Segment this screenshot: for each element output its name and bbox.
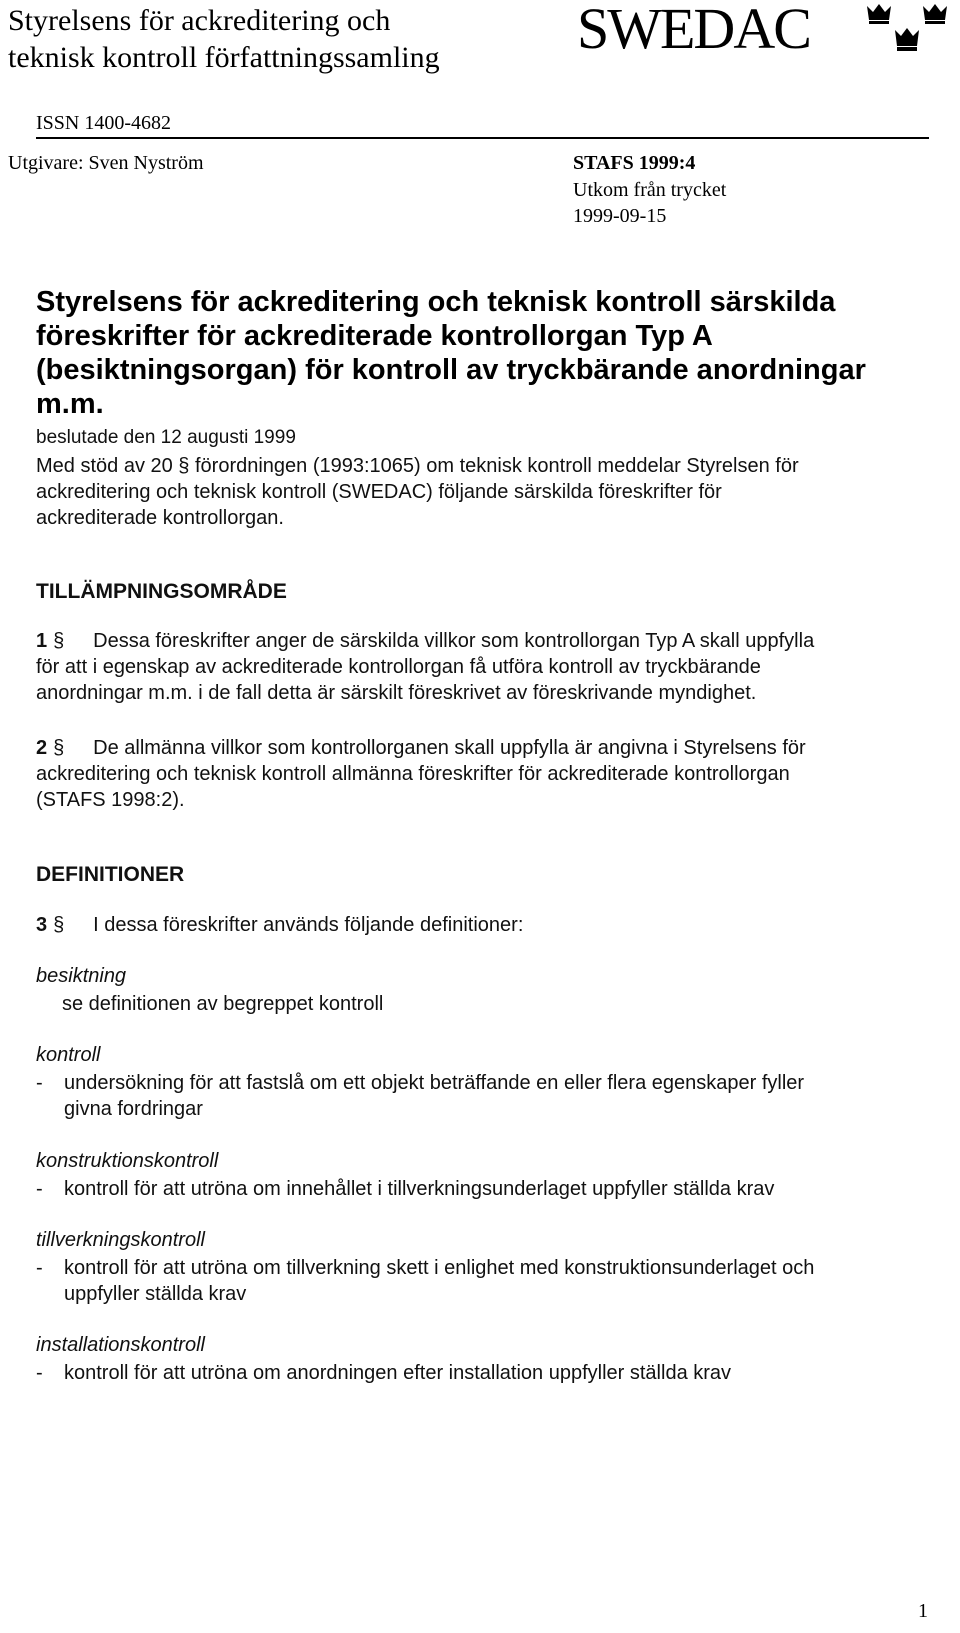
section-1-line2: för att i egenskap av ackrediterade kontrollorgan få utföra kontroll av tryckbärande — [36, 656, 761, 678]
definition-line2: uppfyller ställda krav — [64, 1283, 247, 1305]
document-id: STAFS 1999:4 — [573, 152, 696, 174]
heading-definitions: DEFINITIONER — [36, 863, 185, 886]
publisher: Utgivare: Sven Nyström — [8, 152, 204, 174]
definition-line1: kontroll för att utröna om tillverkning skett i enlighet med konstruktionsunderlaget och — [64, 1257, 815, 1279]
section-1-line3: anordningar m.m. i de fall detta är särskilt föreskrivet av föreskrivande myndighet. — [36, 682, 757, 704]
title-line1: Styrelsens för ackreditering och teknisk kontroll särskilda — [36, 286, 836, 318]
section-3-text: I dessa föreskrifter används följande definitioner: — [93, 914, 524, 936]
definition-konstruktionskontroll — [0, 1176, 960, 1202]
section-1-number: 1 — [36, 630, 48, 652]
definition-line1: undersökning för att fastslå om ett objekt beträffande en eller flera egenskaper fyller — [64, 1072, 805, 1094]
intro-paragraph — [36, 453, 926, 531]
definition-dash: - — [36, 1362, 43, 1384]
intro-line1: Med stöd av 20 § förordningen (1993:1065) om teknisk kontroll meddelar Styrelsen för — [36, 455, 799, 477]
page-number: 1 — [918, 1600, 928, 1622]
logo-text: SWEDAC — [577, 0, 810, 61]
decision-date: beslutade den 12 augusti 1999 — [36, 427, 296, 448]
definition-besiktning — [0, 991, 960, 1017]
series-title — [8, 2, 440, 76]
section-sign-icon: § — [53, 630, 65, 652]
three-crowns-icon — [863, 4, 955, 54]
title-line3: (besiktningsorgan) för kontroll av tryckbärande anordningar m.m. — [36, 354, 866, 420]
title-line2: föreskrifter för ackrediterade kontrollorgan Typ A — [36, 320, 713, 352]
published-date: 1999-09-15 — [573, 205, 667, 227]
series-title-line1: Styrelsens för ackreditering och — [8, 4, 391, 37]
header-divider — [36, 137, 929, 139]
definition-line1: kontroll för att utröna om innehållet i tillverkningsunderlaget uppfyller ställda krav — [64, 1178, 775, 1200]
section-2-line3: (STAFS 1998:2). — [36, 789, 185, 811]
section-sign-icon: § — [53, 914, 65, 936]
section-2 — [36, 735, 926, 813]
definition-dash: - — [36, 1178, 43, 1200]
series-title-line2: teknisk kontroll författningssamling — [8, 41, 440, 74]
section-1 — [36, 628, 926, 706]
swedac-logo — [577, 0, 955, 61]
definition-kontroll — [0, 1070, 960, 1122]
section-3-number: 3 — [36, 914, 48, 936]
section-sign-icon: § — [53, 737, 65, 759]
definition-tillverkningskontroll — [0, 1255, 960, 1307]
issn: ISSN 1400-4682 — [36, 112, 172, 134]
document-title — [36, 285, 936, 421]
section-1-line1: Dessa föreskrifter anger de särskilda villkor som kontrollorgan Typ A skall uppfylla — [93, 630, 815, 652]
term-konstruktionskontroll: konstruktionskontroll — [36, 1150, 219, 1172]
term-installationskontroll: installationskontroll — [36, 1334, 205, 1356]
term-besiktning: besiktning — [36, 965, 127, 987]
term-kontroll: kontroll — [36, 1044, 101, 1066]
definition-installationskontroll — [0, 1360, 960, 1386]
term-tillverkningskontroll: tillverkningskontroll — [36, 1229, 205, 1251]
section-2-number: 2 — [36, 737, 48, 759]
heading-scope: TILLÄMPNINGSOMRÅDE — [36, 580, 287, 603]
definition-line1: kontroll för att utröna om anordningen efter installation uppfyller ställda krav — [64, 1362, 732, 1384]
definition-dash: - — [36, 1257, 43, 1279]
definition-dash: - — [36, 1072, 43, 1094]
intro-line2: ackreditering och teknisk kontroll (SWEDAC) följande särskilda föreskrifter för — [36, 481, 722, 503]
section-3 — [36, 912, 926, 938]
definition-line2: givna fordringar — [64, 1098, 203, 1120]
publication-info — [573, 177, 726, 229]
published-label: Utkom från trycket — [573, 179, 727, 201]
section-2-line2: ackreditering och teknisk kontroll allmänna föreskrifter för ackrediterade kontrollorgan — [36, 763, 790, 785]
section-2-line1: De allmänna villkor som kontrollorganen skall uppfylla är angivna i Styrelsens för — [93, 737, 806, 759]
intro-line3: ackrediterade kontrollorgan. — [36, 507, 284, 529]
definition-line1: se definitionen av begreppet kontroll — [62, 993, 384, 1015]
